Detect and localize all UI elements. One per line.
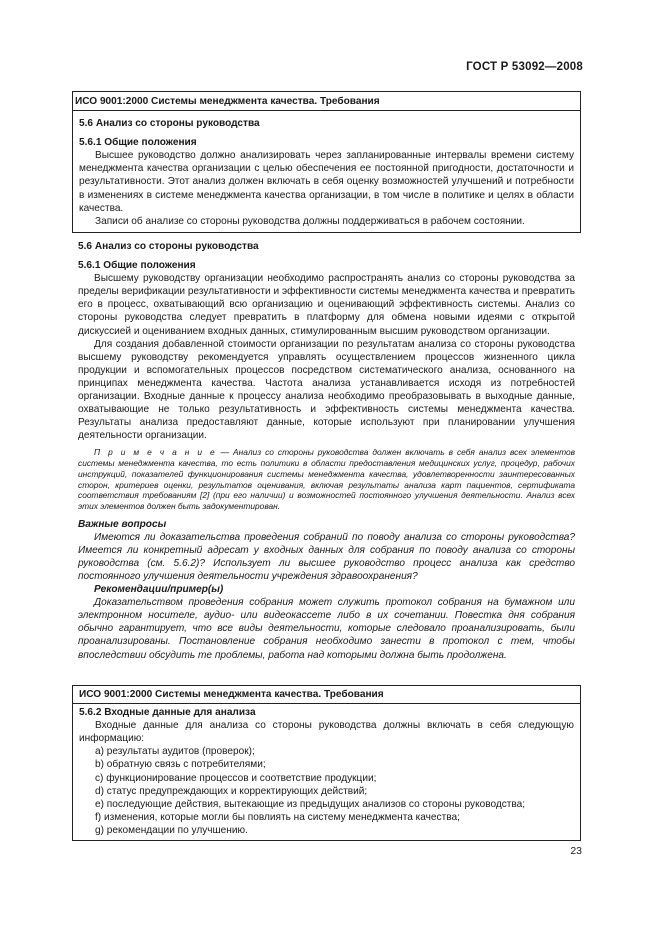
list-item: c) функционирование процессов и соответствие продукции; bbox=[95, 772, 377, 784]
main-section: 5.6 Анализ со стороны руководства bbox=[78, 241, 259, 252]
note-label: П р и м е ч а н и е bbox=[94, 447, 217, 458]
main-para1: Высшему руководству организации необходимо распространять анализ со стороны руководства за пределы верификации результативности и эффективности системы менеджмента качества и превратить его в процесс, охватывающий всю организацию и оценивающий эффективность системы. Анализ со стороны руководства следует превратить в платформу для обмена новыми идеями с открытой дискуссией и оцениванием входных данных, стимулированным высшим руководством организации. bbox=[78, 273, 575, 337]
box2-title: ИСО 9001:2000 Системы менеджмента качества. Требования bbox=[79, 689, 384, 700]
input-data-list bbox=[79, 745, 574, 837]
iso-quote-box-2 bbox=[72, 685, 581, 841]
questions-text: Имеются ли доказательства проведения собраний по поводу анализа со стороны руководства? Имеется ли конкретный адресат у входных данных для собрания по поводу анализа со стороны руководства (см. 5.6.2)? Использует ли высшее руководство процесс анализа как средство постоянного улучшения деятельности учреждения здравоохранения? bbox=[78, 531, 575, 582]
standard-header: ГОСТ Р 53092—2008 bbox=[466, 61, 583, 73]
box1-para1: Высшее руководство должно анализировать через запланированные интервалы времени систему менеджмента качества организации с целью обеспечения ее постоянной пригодности, достаточности и результативности. Этот анализ должен включать в себя оценку возможностей улучшений и потребности в изменениях в системе менеджмента качества организации, в том числе в политике и целях в области качества. bbox=[79, 150, 574, 214]
note bbox=[78, 447, 575, 511]
main-text bbox=[72, 240, 581, 662]
list-item: е) последующие действия, вытекающие из предыдущих анализов со стороны руководства; bbox=[95, 798, 526, 810]
list-item: b) обратную связь с потребителями; bbox=[95, 759, 266, 771]
box2-intro: Входные данные для анализа со стороны руководства должны включать в себя следующую информацию: bbox=[79, 720, 574, 745]
box1-title: ИСО 9001:2000 Системы менеджмента качества. Требования bbox=[75, 96, 380, 107]
note-text: — Анализ со стороны руководства должен включать в себя анализ всех элементов системы менеджмента качества, то есть политики в области предоставления медицинских услуг, процедур, рабочих инструкций, показателей функционирования системы менеджмента качества, удовлетворенности заинтересованных сторон, критериев оценки, результатов оценивания, включая результаты анализа карт пациентов, сертификата соответствия требованиям [2] (при его наличии) и возможностей постоянного улучшения деятельности. Анализ всех этих элементов должен быть задокументирован. bbox=[78, 447, 575, 511]
recs-text: Доказательством проведения собрания может служить протокол собрания на бумажном или электронном носителе, аудио- или видеокассете либо в их сочетании. Повестка дня собрания обычно гарантирует, что все виды деятельности, которые следовало проанализировать, были проанализированы. Постановление собрания необходимо занести в протокол с тем, чтобы впоследствии обсудить те проблемы, работа над которыми должна быть продолжена. bbox=[78, 597, 575, 661]
recs-heading: Рекомендации/пример(ы) bbox=[94, 584, 224, 596]
iso-quote-box-1 bbox=[72, 91, 581, 233]
list-item: f) изменения, которые могли бы повлиять на систему менеджмента качества; bbox=[95, 811, 460, 823]
box1-subsection: 5.6.1 Общие положения bbox=[79, 137, 197, 149]
list-item: а) результаты аудитов (проверок); bbox=[95, 746, 255, 758]
list-item: g) рекомендации по улучшению. bbox=[95, 824, 248, 836]
box1-section: 5.6 Анализ со стороны руководства bbox=[79, 118, 260, 130]
main-para2: Для создания добавленной стоимости организации по результатам анализа со стороны руководства высшему руководству рекомендуется управлять осуществлением процессов жизненного цикла продукции и вспомогательных процессов посредством систематического анализа, основанного на принципах менеджмента качества. Частота анализа устанавливается исходя из потребностей организации. Входные данные к процессу анализа необходимо преобразовывать в выходные данные, охватывающие не только результативность и эффективность системы менеджмента качества. Результаты анализа предоставляют данные, которые используют при планировании улучшения деятельности организации. bbox=[78, 338, 575, 442]
box2-subsection: 5.6.2 Входные данные для анализа bbox=[79, 707, 256, 719]
page-number: 23 bbox=[570, 845, 582, 857]
main-subsection: 5.6.1 Общие положения bbox=[78, 260, 196, 272]
questions-heading: Важные вопросы bbox=[78, 518, 167, 530]
list-item: d) статус предупреждающих и корректирующих действий; bbox=[95, 785, 368, 797]
box1-para2: Записи об анализе со стороны руководства должны поддерживаться в рабочем состоянии. bbox=[95, 215, 525, 227]
